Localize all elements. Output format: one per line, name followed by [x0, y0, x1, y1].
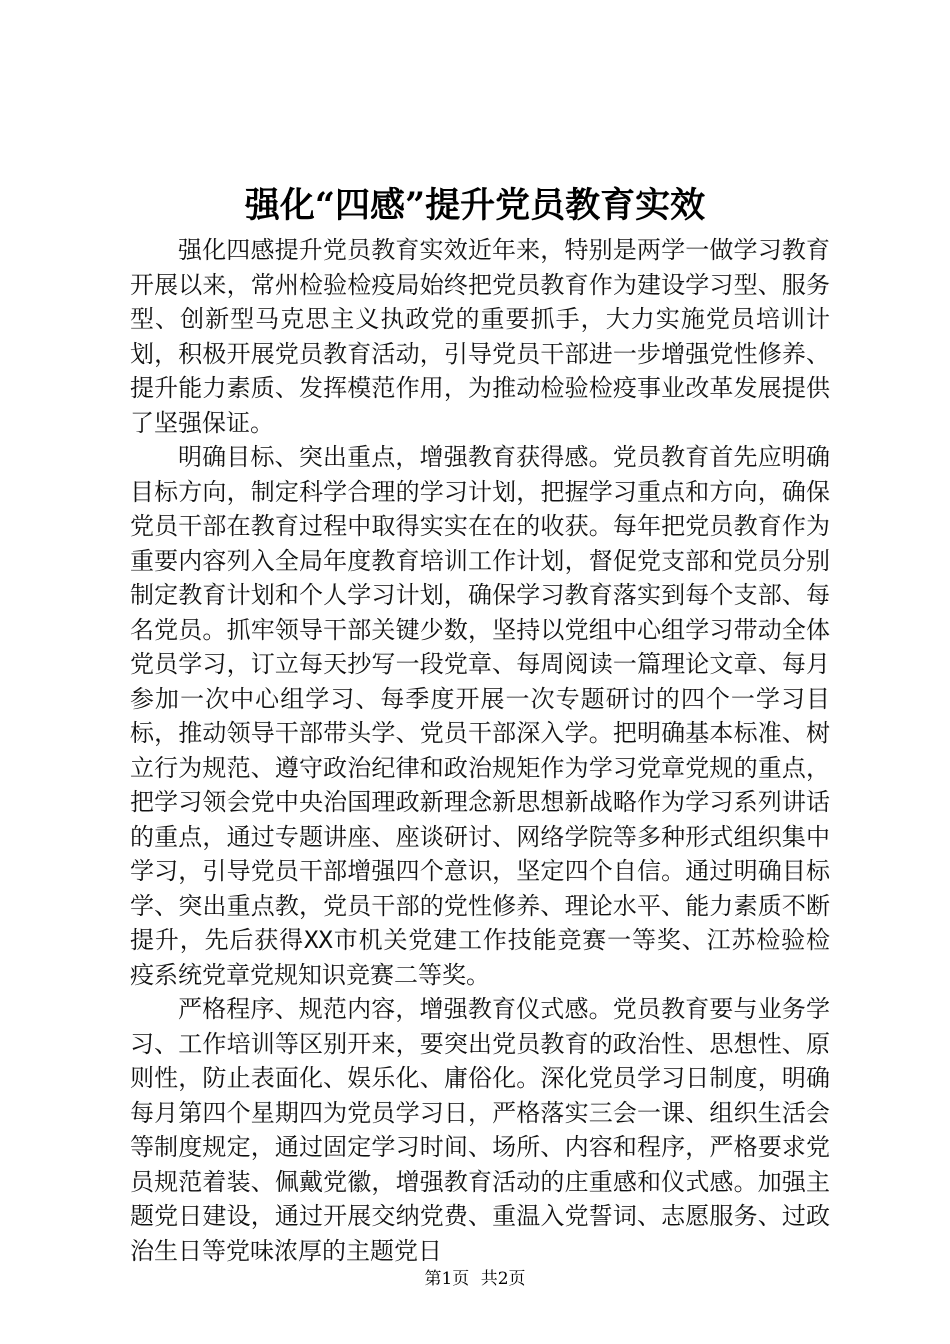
page-footer	[0, 1269, 950, 1289]
paragraph-goals: 明确目标、突出重点，增强教育获得感。党员教育首先应明确目标方向，制定科学合理的学习计划，把握学习重点和方向，确保党员干部在教育过程中取得实实在在的收获。每年把党员教育作为重要内容列入全局年度教育培训工作计划，督促党支部和党员分别制定教育计划和个人学习计划，确保学习教育落实到每个支部、每名党员。抓牢领导干部关键少数，坚持以党组中心组学习带动全体党员学习，订立每天抄写一段党章、每周阅读一篇理论文章、每月参加一次中心组学习、每季度开展一次专题研讨的四个一学习目标，推动领导干部带头学、党员干部深入学。把明确基本标准、树立行为规范、遵守政治纪律和政治规矩作为学习党章党规的重点，把学习领会党中央治国理政新理念新思想新战略作为学习系列讲话的重点，通过专题讲座、座谈研讨、网络学院等多种形式组织集中学习，引导党员干部增强四个意识，坚定四个自信。通过明确目标学、突出重点教，党员干部的党性修养、理论水平、能力素质不断提升，先后获得XX市机关党建工作技能竞赛一等奖、江苏检验检疫系统党章党规知识竞赛二等奖。	[130, 443, 830, 989]
document-title: 强化“四感”提升党员教育实效	[244, 185, 706, 226]
page-number-total: 共2页	[480, 1269, 526, 1289]
document-body	[130, 233, 830, 1268]
paragraph-intro: 强化四感提升党员教育实效近年来，特别是两学一做学习教育开展以来，常州检验检疫局始终把党员教育作为建设学习型、服务型、创新型马克思主义执政党的重要抓手，大力实施党员培训计划，积极开展党员教育活动，引导党员干部进一步增强党性修养、提升能力素质、发挥模范作用，为推动检验检疫事业改革发展提供了坚强保证。	[130, 236, 830, 437]
paragraph-procedure: 严格程序、规范内容，增强教育仪式感。党员教育要与业务学习、工作培训等区别开来，要突出党员教育的政治性、思想性、原则性，防止表面化、娱乐化、庸俗化。深化党员学习日制度，明确每月第四个星期四为党员学习日，严格落实三会一课、组织生活会等制度规定，通过固定学习时间、场所、内容和程序，严格要求党员规范着装、佩戴党徽，增强教育活动的庄重感和仪式感。加强主题党日建设，通过开展交纳党费、重温入党誓词、志愿服务、过政治生日等党味浓厚的主题党日	[130, 995, 830, 1265]
page-number-current: 第1页	[424, 1269, 470, 1289]
